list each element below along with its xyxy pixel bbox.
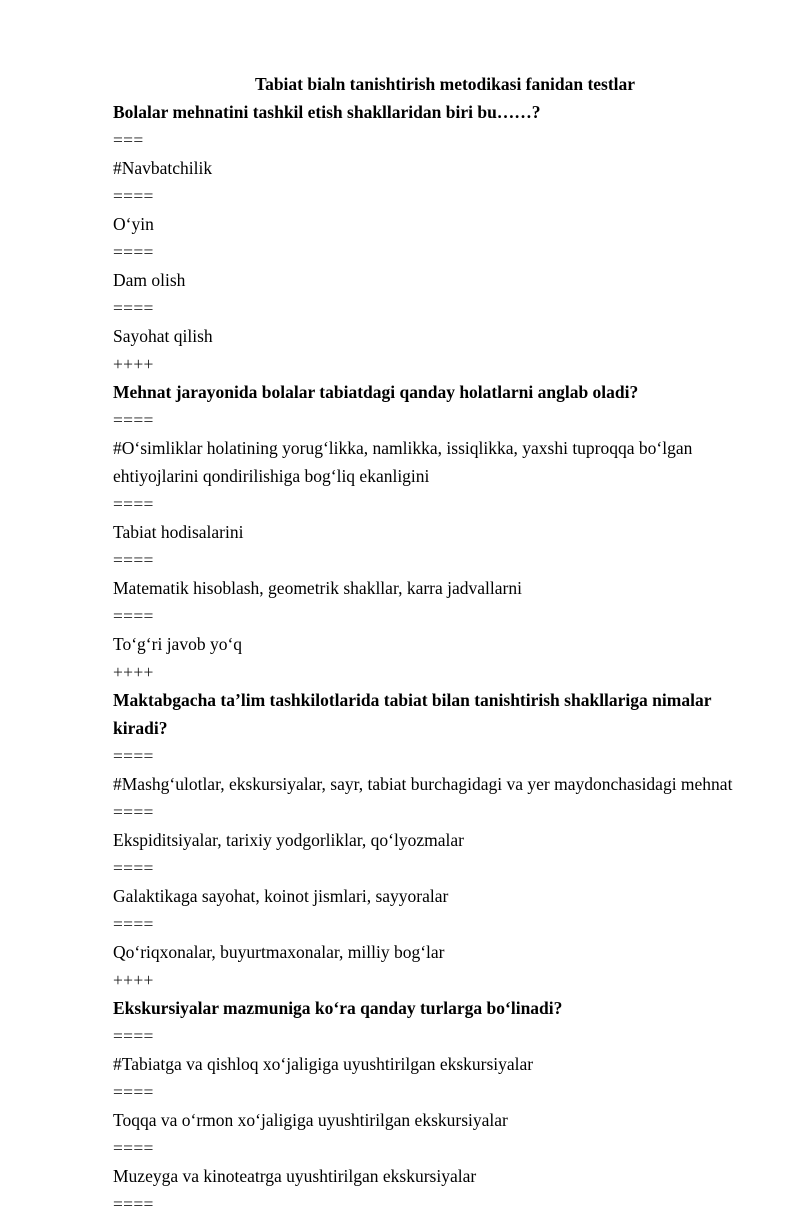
separator-line: ==== xyxy=(113,606,154,626)
separator-line: ==== xyxy=(113,242,154,262)
separator-line: ==== xyxy=(113,1026,154,1046)
separator-line: ==== xyxy=(113,746,154,766)
option-correct: #Mashgʻulotlar, ekskursiyalar, sayr, tabiat burchagidagi va yer maydonchasidagi mehnat xyxy=(113,774,733,794)
question-text: Maktabgacha ta’lim tashkilotlarida tabiat bilan tanishtirish shakllariga nimalar kiradi? xyxy=(113,690,712,738)
option-text: Sayohat qilish xyxy=(113,326,213,346)
option-correct: #Navbatchilik xyxy=(113,158,213,178)
separator-line: ==== xyxy=(113,186,154,206)
separator-line: ==== xyxy=(113,858,154,878)
page-title: Tabiat bialn tanishtirish metodikasi fanidan testlar xyxy=(255,74,636,94)
separator-line: ==== xyxy=(113,802,154,822)
option-text: Muzeyga va kinoteatrga uyushtirilgan ekskursiyalar xyxy=(113,1166,477,1186)
option-correct: #Tabiatga va qishloq xoʻjaligiga uyushtirilgan ekskursiyalar xyxy=(113,1054,534,1074)
separator-line: ==== xyxy=(113,410,154,430)
option-text: Tabiat hodisalarini xyxy=(113,522,244,542)
option-text: Matematik hisoblash, geometrik shakllar, karra jadvallarni xyxy=(113,578,522,598)
question-end-separator: ++++ xyxy=(113,354,154,374)
separator-line: ==== xyxy=(113,1194,154,1214)
question-end-separator: ++++ xyxy=(113,970,154,990)
option-text: Toʻgʻri javob yoʻq xyxy=(113,634,243,654)
separator-line: ==== xyxy=(113,298,154,318)
option-text: Toqqa va oʻrmon xoʻjaligiga uyushtirilgan ekskursiyalar xyxy=(113,1110,508,1130)
option-text: Qoʻriqxonalar, buyurtmaxonalar, milliy bogʻlar xyxy=(113,942,445,962)
option-text: Ekspiditsiyalar, tarixiy yodgorliklar, qoʻlyozmalar xyxy=(113,830,464,850)
separator-line: ==== xyxy=(113,550,154,570)
separator-line: ==== xyxy=(113,494,154,514)
question-end-separator: ++++ xyxy=(113,662,154,682)
option-text: Dam olish xyxy=(113,270,186,290)
question-text: Mehnat jarayonida bolalar tabiatdagi qanday holatlarni anglab oladi? xyxy=(113,382,639,402)
question-text: Ekskursiyalar mazmuniga koʻra qanday turlarga boʻlinadi? xyxy=(113,998,563,1018)
separator-line: ==== xyxy=(113,914,154,934)
separator-line: ==== xyxy=(113,1082,154,1102)
option-text: Oʻyin xyxy=(113,214,154,234)
question-text: Bolalar mehnatini tashkil etish shakllaridan biri bu……? xyxy=(113,102,541,122)
option-text: Galaktikaga sayohat, koinot jismlari, sayyoralar xyxy=(113,886,449,906)
separator-line: === xyxy=(113,130,144,150)
option-correct: #Oʻsimliklar holatining yorugʻlikka, namlikka, issiqlikka, yaxshi tuproqqa boʻlgan ehtiyojlarini qondirilishiga bogʻliq ekanligini xyxy=(113,438,693,486)
separator-line: ==== xyxy=(113,1138,154,1158)
test-content xyxy=(113,98,740,1218)
